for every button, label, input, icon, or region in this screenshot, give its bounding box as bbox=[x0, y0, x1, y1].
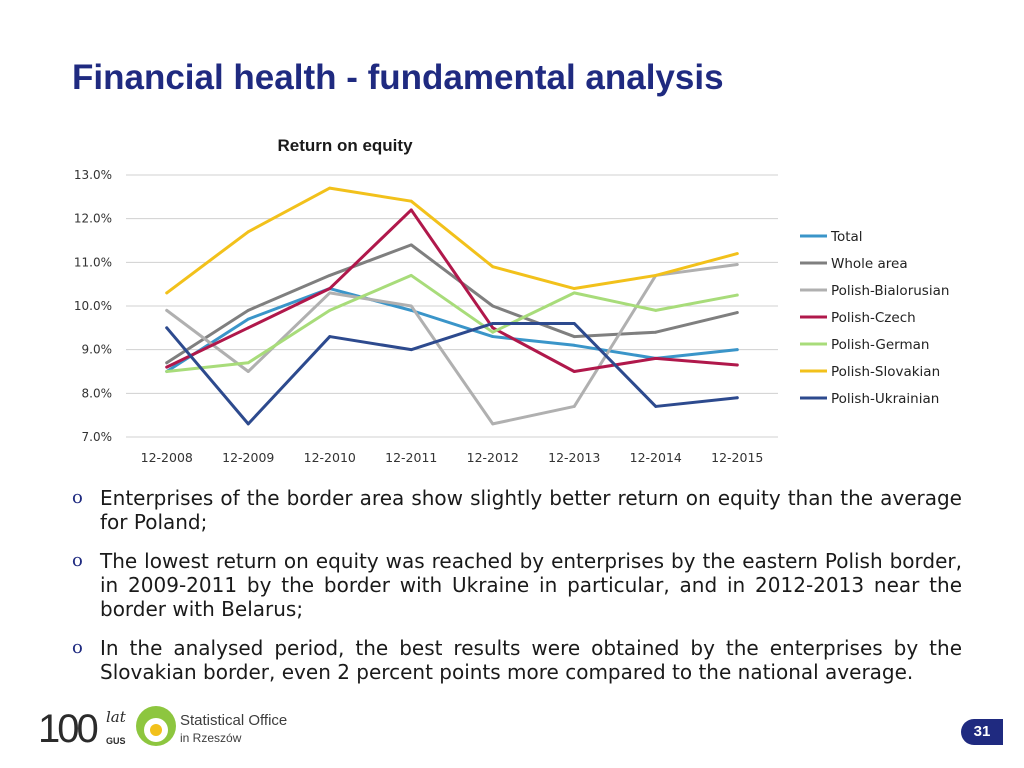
x-tick-label: 12-2013 bbox=[548, 450, 601, 465]
data-point bbox=[573, 335, 576, 338]
y-tick-label: 9.0% bbox=[81, 342, 112, 357]
data-point bbox=[247, 318, 250, 321]
data-point bbox=[410, 200, 413, 203]
data-point bbox=[410, 348, 413, 351]
series-polish-ukrainian bbox=[165, 322, 738, 425]
data-point bbox=[247, 370, 250, 373]
data-point bbox=[573, 370, 576, 373]
data-point bbox=[328, 309, 331, 312]
data-point bbox=[247, 361, 250, 364]
data-point bbox=[736, 263, 739, 266]
legend-label: Whole area bbox=[831, 256, 908, 272]
logo-lat-text: lat bbox=[106, 708, 126, 726]
data-point bbox=[328, 187, 331, 190]
data-point bbox=[328, 287, 331, 290]
data-point bbox=[328, 335, 331, 338]
data-point bbox=[491, 265, 494, 268]
bullet-text: The lowest return on equity was reached by enterprises by the eastern Polish border, in 2009-2011 by the border with Ukraine in particular, and in 2012-2013 near the border with Belarus; bbox=[100, 549, 962, 621]
bullet-item bbox=[72, 549, 962, 621]
x-tick-label: 12-2009 bbox=[222, 450, 275, 465]
data-point bbox=[736, 396, 739, 399]
series-line bbox=[167, 323, 738, 423]
data-point bbox=[491, 326, 494, 329]
data-point bbox=[491, 423, 494, 426]
y-tick-label: 10.0% bbox=[73, 299, 112, 313]
bullet-item bbox=[72, 636, 962, 684]
data-point bbox=[247, 423, 250, 426]
x-tick-label: 12-2008 bbox=[140, 450, 193, 465]
data-point bbox=[736, 311, 739, 314]
bullet-list bbox=[72, 486, 962, 699]
data-point bbox=[247, 230, 250, 233]
data-point bbox=[491, 331, 494, 334]
data-point bbox=[328, 274, 331, 277]
x-tick-label: 12-2014 bbox=[629, 450, 682, 465]
data-point bbox=[654, 357, 657, 360]
data-point bbox=[165, 361, 168, 364]
office-line1: Statistical Office bbox=[180, 712, 288, 729]
data-point bbox=[654, 309, 657, 312]
data-point bbox=[410, 305, 413, 308]
data-point bbox=[573, 292, 576, 295]
data-point bbox=[165, 366, 168, 369]
x-tick-label: 12-2012 bbox=[466, 450, 519, 465]
y-tick-label: 11.0% bbox=[73, 255, 112, 270]
series-polish-bialorusian bbox=[165, 263, 738, 425]
x-tick-label: 12-2010 bbox=[303, 450, 356, 465]
data-point bbox=[247, 309, 250, 312]
data-point bbox=[654, 274, 657, 277]
data-point bbox=[573, 287, 576, 290]
data-point bbox=[165, 309, 168, 312]
x-tick-label: 12-2011 bbox=[385, 450, 438, 465]
data-point bbox=[573, 405, 576, 408]
data-point bbox=[573, 322, 576, 325]
y-tick-label: 12.0% bbox=[73, 211, 112, 226]
data-point bbox=[410, 209, 413, 212]
series-line bbox=[167, 265, 738, 424]
data-point bbox=[410, 243, 413, 246]
data-point bbox=[654, 331, 657, 334]
legend-label: Polish-Bialorusian bbox=[831, 283, 950, 299]
emblem-core-icon bbox=[150, 724, 162, 736]
data-point bbox=[491, 335, 494, 338]
data-point bbox=[491, 305, 494, 308]
chart-legend bbox=[800, 229, 949, 407]
statistical-office-name bbox=[180, 712, 287, 746]
legend-label: Polish-Slovakian bbox=[831, 364, 941, 380]
logo-100-text: 100 bbox=[38, 707, 96, 750]
page-number-badge: 31 bbox=[961, 719, 1003, 745]
data-point bbox=[165, 326, 168, 329]
data-point bbox=[165, 370, 168, 373]
data-point bbox=[736, 252, 739, 255]
bullet-circle-icon: o bbox=[72, 550, 83, 571]
y-tick-label: 7.0% bbox=[81, 430, 112, 444]
legend-label: Polish-German bbox=[831, 337, 930, 353]
gus-100-years-logo bbox=[38, 700, 178, 750]
legend-label: Polish-Ukrainian bbox=[831, 391, 940, 407]
legend-label: Polish-Czech bbox=[831, 310, 916, 326]
x-tick-label: 12-2015 bbox=[711, 450, 764, 465]
bullet-item bbox=[72, 486, 962, 534]
bullet-circle-icon: o bbox=[72, 637, 83, 658]
data-point bbox=[736, 294, 739, 297]
data-point bbox=[410, 274, 413, 277]
data-point bbox=[736, 348, 739, 351]
chart-title: Return on equity bbox=[277, 136, 413, 155]
data-point bbox=[573, 344, 576, 347]
data-point bbox=[491, 322, 494, 325]
bullet-text: In the analysed period, the best results were obtained by the enterprises by the Slovakian border, even 2 percent points more compared to the national average. bbox=[100, 636, 962, 684]
y-axis-ticks bbox=[74, 168, 112, 444]
data-point bbox=[736, 364, 739, 367]
data-point bbox=[328, 292, 331, 295]
slide-title: Financial health - fundamental analysis bbox=[72, 58, 724, 97]
x-axis-ticks bbox=[141, 450, 764, 465]
bullet-text: Enterprises of the border area show slightly better return on equity than the average for Poland; bbox=[100, 486, 962, 534]
data-point bbox=[654, 405, 657, 408]
data-point bbox=[165, 292, 168, 295]
y-tick-label: 8.0% bbox=[81, 386, 112, 401]
office-line2: in Rzeszów bbox=[180, 731, 242, 745]
y-tick-label: 13.0% bbox=[73, 168, 112, 182]
return-on-equity-chart bbox=[0, 120, 1024, 470]
logo-gus-text: GUS bbox=[106, 736, 126, 746]
bullet-circle-icon: o bbox=[72, 487, 83, 508]
legend-label: Total bbox=[831, 229, 863, 245]
data-point bbox=[247, 326, 250, 329]
